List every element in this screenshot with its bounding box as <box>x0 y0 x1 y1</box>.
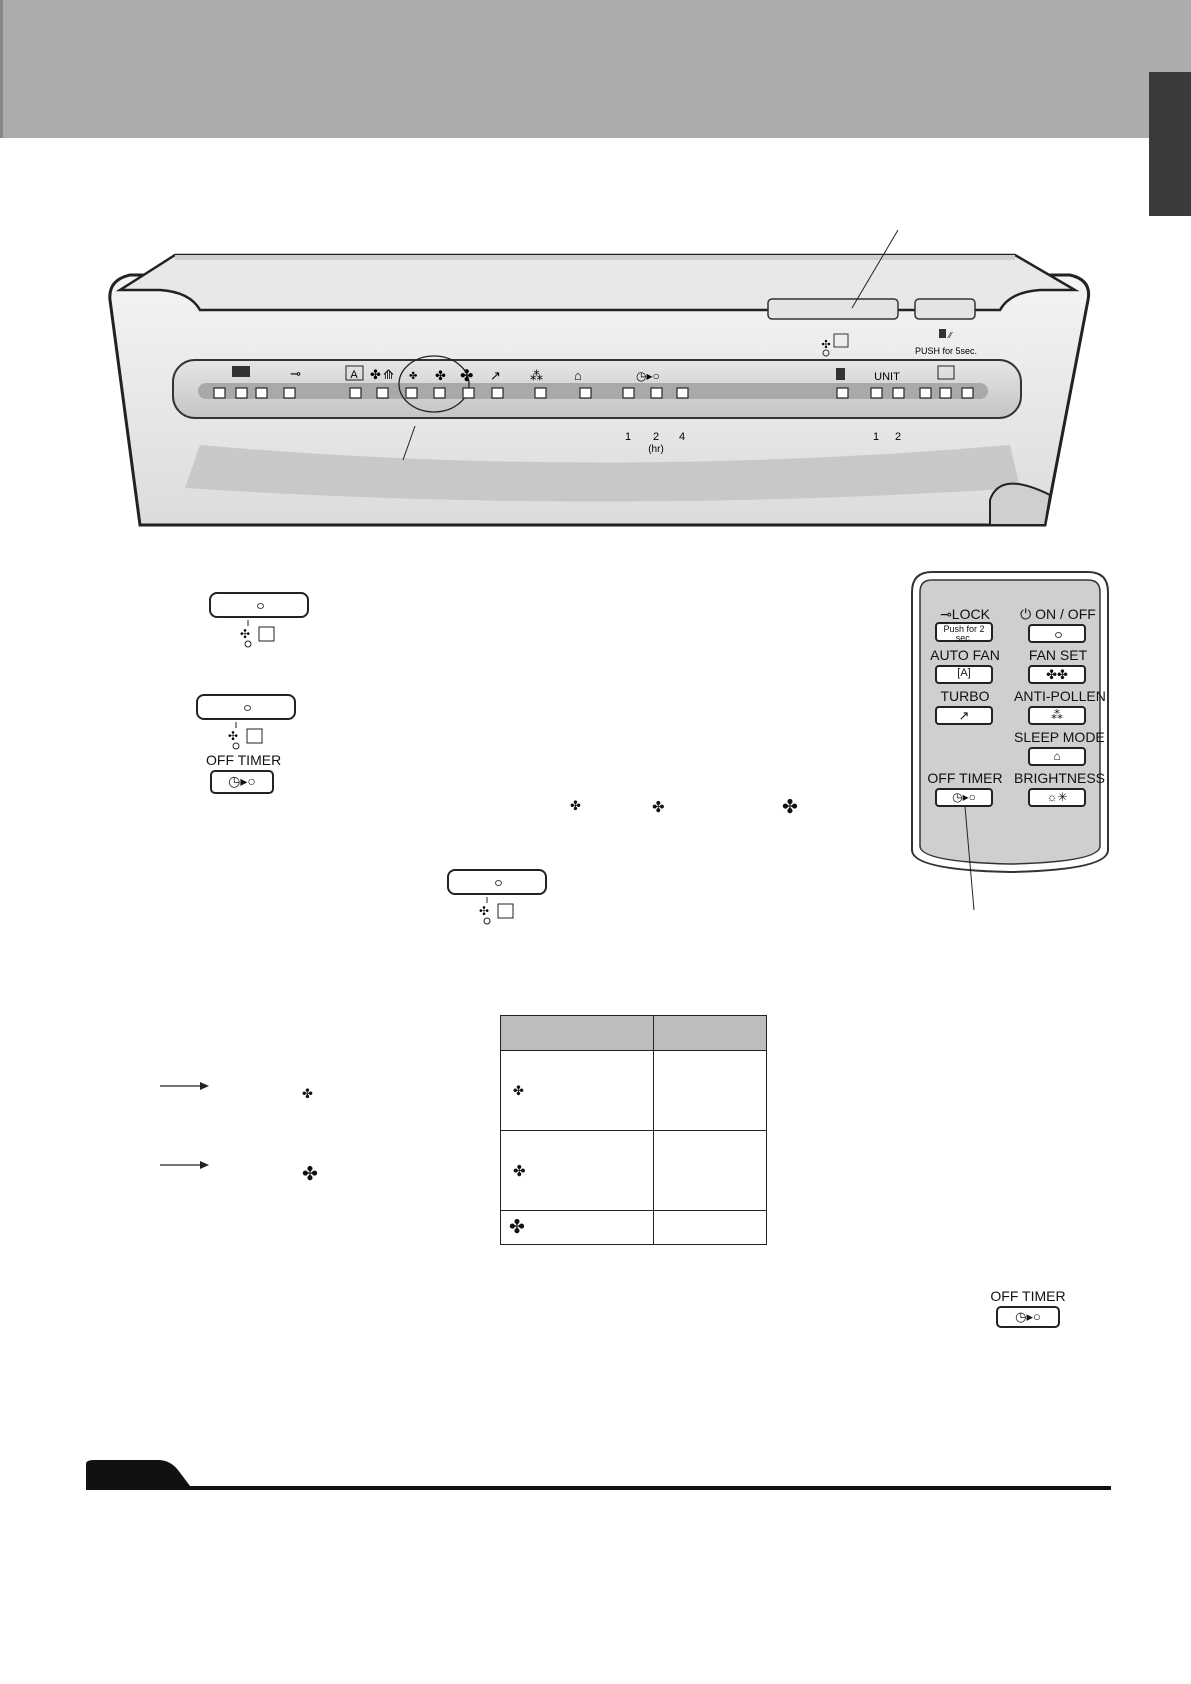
remote-off-timer-label: OFF TIMER <box>927 770 1003 786</box>
timer-unit: (hr) <box>648 444 664 455</box>
svg-text:⁄⁄: ⁄⁄ <box>949 331 952 340</box>
arrows <box>155 1080 215 1180</box>
fan-mode-icon: ✤ <box>370 367 381 382</box>
turbo-icon: ↗ <box>958 708 970 723</box>
fan-icon: ✤✤ <box>1046 667 1068 682</box>
step3-mode-button[interactable] <box>447 869 547 895</box>
fan-high-icon: ✤ <box>460 368 474 385</box>
brightness-icon: ☼✳ <box>1046 790 1068 804</box>
remote-lock-button[interactable] <box>935 622 993 642</box>
remote-sleep-mode-button[interactable] <box>1028 747 1086 766</box>
remote-on-off-label: ON / OFF <box>1035 606 1096 622</box>
svg-text:✣: ✣ <box>228 729 239 743</box>
sleep-mode-icon: ⌂ <box>1053 749 1061 763</box>
fan-mid-icon: ✤ <box>435 368 446 383</box>
step2-brightness-icon <box>226 722 266 750</box>
fan-high-glyph: ✤ <box>302 1164 318 1185</box>
fan-low-glyph: ✤ <box>302 1086 313 1101</box>
remote-lock-label: LOCK <box>951 606 990 622</box>
remote-sleep-mode-label: SLEEP MODE <box>1014 729 1105 745</box>
table-header-speed <box>501 1016 654 1051</box>
fan-high-icon: ✤ <box>501 1211 654 1245</box>
step1-brightness-icon <box>238 620 278 648</box>
timer-number-4: 4 <box>678 431 686 443</box>
remote-fan-set-button[interactable] <box>1028 665 1086 684</box>
remote-brightness-label: BRIGHTNESS <box>1014 770 1106 786</box>
panel-mode-button[interactable] <box>768 299 898 319</box>
purifier-panel-illustration <box>0 230 1191 530</box>
fan-mid-icon: ✤ <box>501 1131 654 1211</box>
remote-off-timer-button[interactable] <box>935 788 993 807</box>
remote-turbo-button[interactable] <box>935 706 993 725</box>
remote-anti-pollen-label: ANTI-POLLEN <box>1014 688 1106 704</box>
anti-pollen-icon: ⁂ <box>1051 708 1063 722</box>
remote-lock-hint: Push for 2 sec. <box>943 624 985 643</box>
unit-number-2: 2 <box>894 431 902 443</box>
svg-text:✣: ✣ <box>479 904 490 918</box>
auto-fan-icon: [A] <box>957 667 971 679</box>
svg-text:⟰: ⟰ <box>383 367 394 382</box>
unit-label: UNIT <box>874 371 900 383</box>
timer-clock-icon: ◷▸○ <box>636 369 660 383</box>
remote-turbo-label: TURBO <box>940 688 990 704</box>
svg-text:A: A <box>350 369 358 381</box>
section-tab-marker <box>1149 72 1191 216</box>
fan-mid-glyph: ✤ <box>652 799 665 816</box>
fan-high-glyph: ✤ <box>782 797 798 818</box>
svg-text:✣: ✣ <box>240 627 251 641</box>
step2-mode-button[interactable] <box>196 694 296 720</box>
remote-auto-fan-button[interactable] <box>935 665 993 684</box>
filter-icon <box>836 368 845 380</box>
timer-clock-icon: ◷▸○ <box>952 790 976 804</box>
fan-low-icon: ✤ <box>501 1051 654 1131</box>
bottom-off-timer-button[interactable] <box>996 1306 1060 1328</box>
table-row <box>501 1211 767 1245</box>
remote-auto-fan-label: AUTO FAN <box>930 647 1000 663</box>
step3-brightness-icon <box>477 897 517 925</box>
remote-on-off-button[interactable] <box>1028 624 1086 643</box>
fan-speed-table <box>500 1015 767 1245</box>
fan-low-glyph: ✤ <box>570 798 581 813</box>
fan-low-icon: ✤ <box>409 371 418 382</box>
display-icon <box>232 366 250 377</box>
push-5sec-label: PUSH for 5sec. <box>914 346 978 356</box>
table-header-value <box>654 1016 767 1051</box>
remote-power-icon: ⏻ <box>1020 606 1036 622</box>
table-row <box>501 1051 767 1131</box>
sleep-mode-icon: ⌂ <box>574 368 582 383</box>
timer-number-2: 2 <box>652 431 660 443</box>
anti-pollen-icon: ⁂ <box>530 368 543 383</box>
remote-lock-icon: ⊸ <box>940 606 952 622</box>
timer-clock-icon: ◷▸○ <box>1015 1309 1041 1324</box>
remote-anti-pollen-button[interactable] <box>1028 706 1086 725</box>
svg-text:✣: ✣ <box>821 339 831 351</box>
footer-rule <box>86 1458 1111 1492</box>
table-row <box>501 1131 767 1211</box>
remote-fan-set-label: FAN SET <box>1028 647 1088 663</box>
step-off-timer-button[interactable] <box>210 770 274 794</box>
step-off-timer-label: OFF TIMER <box>206 752 282 768</box>
lock-icon: ⊸ <box>290 366 301 381</box>
unit-number-1: 1 <box>872 431 880 443</box>
bottom-off-timer-label: OFF TIMER <box>990 1288 1066 1304</box>
panel-reset-button[interactable] <box>915 299 975 319</box>
step1-mode-button[interactable] <box>209 592 309 618</box>
timer-number-1: 1 <box>624 431 632 443</box>
header-band <box>0 0 1191 138</box>
turbo-icon: ↗ <box>490 368 501 383</box>
timer-clock-icon: ◷▸○ <box>228 773 256 789</box>
remote-brightness-button[interactable] <box>1028 788 1086 807</box>
